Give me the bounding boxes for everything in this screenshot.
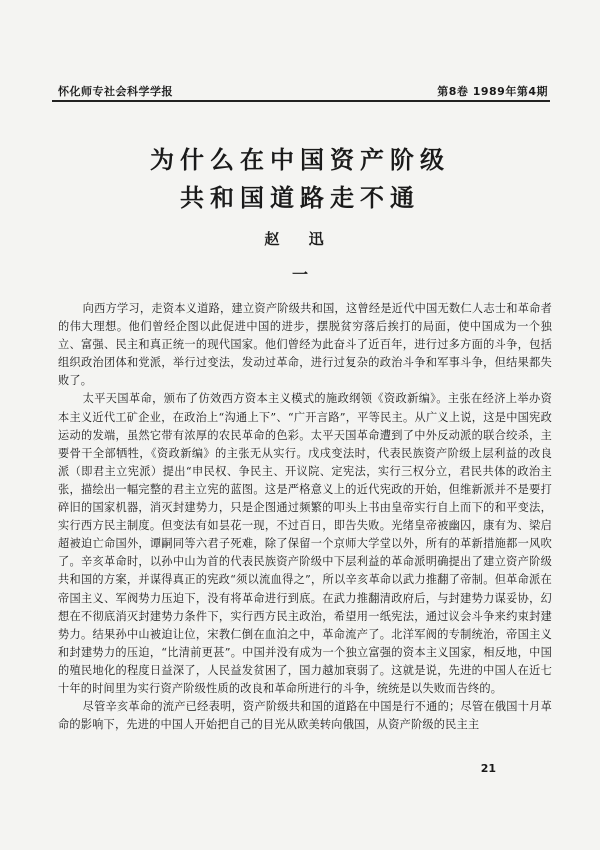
journal-name: 怀化师专社会科学学报 (58, 85, 173, 98)
paragraph-3: 尽管辛亥革命的流产已经表明，资产阶级共和国的道路在中国是行不通的；尽管在俄国十月革命的影响下，先进的中国人开始把自己的目光从欧美转向俄国，从资产阶级的民主主 (58, 700, 552, 732)
article-title-line-2: 共和国道路走不通 (180, 184, 420, 212)
article-title-line-1: 为什么在中国资产阶级 (150, 146, 450, 174)
section-number: 一 (291, 265, 308, 284)
article-body (58, 300, 552, 734)
author-name: 赵 迅 (264, 230, 336, 248)
header-rule (52, 100, 550, 102)
paragraph-1: 向西方学习，走资本义道路，建立资产阶级共和国，这曾经是近代中国无数仁人志士和革命者的伟大理想。他们曾经企图以此促进中国的进步，摆脱贫穷落后挨打的局面，使中国成为一个独立、富强、民主和真正统一的现代国家。他们曾经为此奋斗了近百年，进行过多方面的斗争，包括组织政治团体和党派，举行过变法，发动过革命，进行过复杂的政治斗争和军事斗争，但结果都失败了。 (58, 302, 552, 388)
paragraph-2: 太平天国革命，颁布了仿效西方资本主义模式的施政纲领《资政新编》。主张在经济上举办资本主义近代工矿企业，在政治上“沟通上下”、“广开言路”，平等民主。从广义上说，这是中国宪政运动的发端，虽然它带有浓厚的农民革命的色彩。太平天国革命遭到了中外反动派的联合绞杀，主要骨干全部牺牲，《资政新编》的主张无从实行。戊戌变法时，代表民族资产阶级上层利益的改良派（即君主立宪派）提出“申民权、争民主、开议院、定宪法，实行三权分立，君民共体的政治主张，描绘出一幅完整的君主立宪的蓝图。这是严格意义上的近代宪政的开始，但维新派并不是要打碎旧的国家机器，消灭封建势力，只是企图通过频繁的叩头上书由皇帝实行自上而下的和平变法，实行西方民主制度。但变法有如昙花一现，不过百日，即告失败。光绪皇帝被幽囚，康有为、梁启超被迫亡命国外，谭嗣同等六君子死难，除了保留一个京师大学堂以外，所有的革新措施都一风吹了。辛亥革命时，以孙中山为首的代表民族资产阶级中下层利益的革命派明确提出了建立资产阶级共和国的方案，并谋得真正的宪政“须以流血得之”，所以辛亥革命以武力推翻了帝制。但革命派在帝国主义、军阀势力压迫下，没有将革命进行到底。在武力推翻清政府后，与封建势力谋妥协，幻想在不彻底消灭封建势力条件下，实行西方民主政治，希望用一纸宪法，通过议会斗争来约束封建势力。结果孙中山被迫让位，宋教仁倒在血泊之中，革命流产了。北洋军阀的专制统治，帝国主义和封建势力的压迫，“比清前更甚”。中国并没有成为一个独立富强的资本主义国家，相反地，中国的殖民地化的程度日益深了，人民益发贫困了，国力越加衰弱了。这就是说，先进的中国人在近七十年的时间里为实行资产阶级性质的改良和革命所进行的斗争，统统是以失败而告终的。 (58, 392, 552, 695)
issue-info: 第8卷 1989年第4期 (437, 85, 548, 98)
running-header (58, 83, 548, 99)
page-number: 21 (480, 762, 496, 775)
